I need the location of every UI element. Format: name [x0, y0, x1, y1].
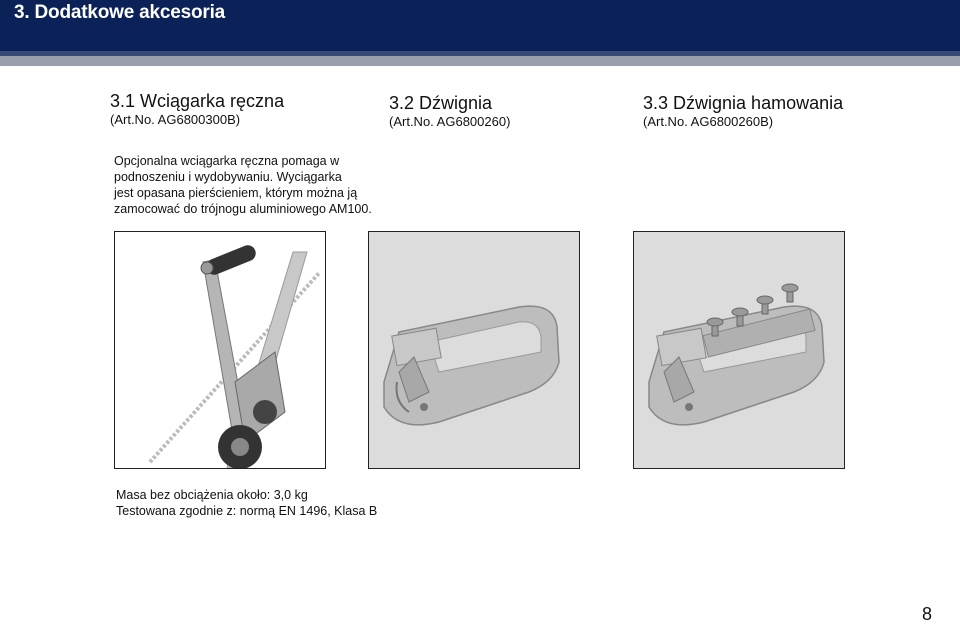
- section-title: 3.1 Wciągarka ręczna: [110, 91, 285, 111]
- page-title: 3. Dodatkowe akcesoria: [14, 2, 226, 23]
- hand-winch-illustration: [115, 232, 325, 468]
- article-number: (Art.No. AG6800260): [389, 114, 511, 129]
- lever-illustration: [369, 232, 579, 468]
- description-line: jest opasana pierścieniem, którym można ją: [114, 186, 358, 200]
- winch-specs: [116, 487, 377, 519]
- page-number: 8: [922, 604, 933, 624]
- description-line: zamocować do trójnogu aluminiowego AM100.: [114, 202, 372, 216]
- section-hand-winch: [110, 91, 284, 128]
- spec-weight: Masa bez obciążenia około: 3,0 kg: [116, 488, 308, 502]
- article-number: (Art.No. AG6800300B): [110, 112, 241, 127]
- description-line: podnoszeniu i wydobywaniu. Wyciągarka: [114, 170, 342, 184]
- brake-lever-photo: [633, 231, 845, 469]
- section-title: 3.3 Dźwignia hamowania: [643, 93, 844, 113]
- lever-photo: [368, 231, 580, 469]
- hand-winch-photo: [114, 231, 326, 469]
- winch-description: [114, 153, 414, 217]
- section-lever: [389, 93, 510, 130]
- article-number: (Art.No. AG6800260B): [643, 114, 774, 129]
- section-title: 3.2 Dźwignia: [389, 93, 493, 113]
- header-divider-stripe: [0, 56, 960, 66]
- page-header: [0, 0, 960, 56]
- spec-standard: Testowana zgodnie z: normą EN 1496, Klasa B: [116, 504, 378, 518]
- brake-lever-illustration: [634, 232, 844, 468]
- description-line: Opcjonalna wciągarka ręczna pomaga w: [114, 154, 340, 168]
- section-brake-lever: [643, 93, 843, 130]
